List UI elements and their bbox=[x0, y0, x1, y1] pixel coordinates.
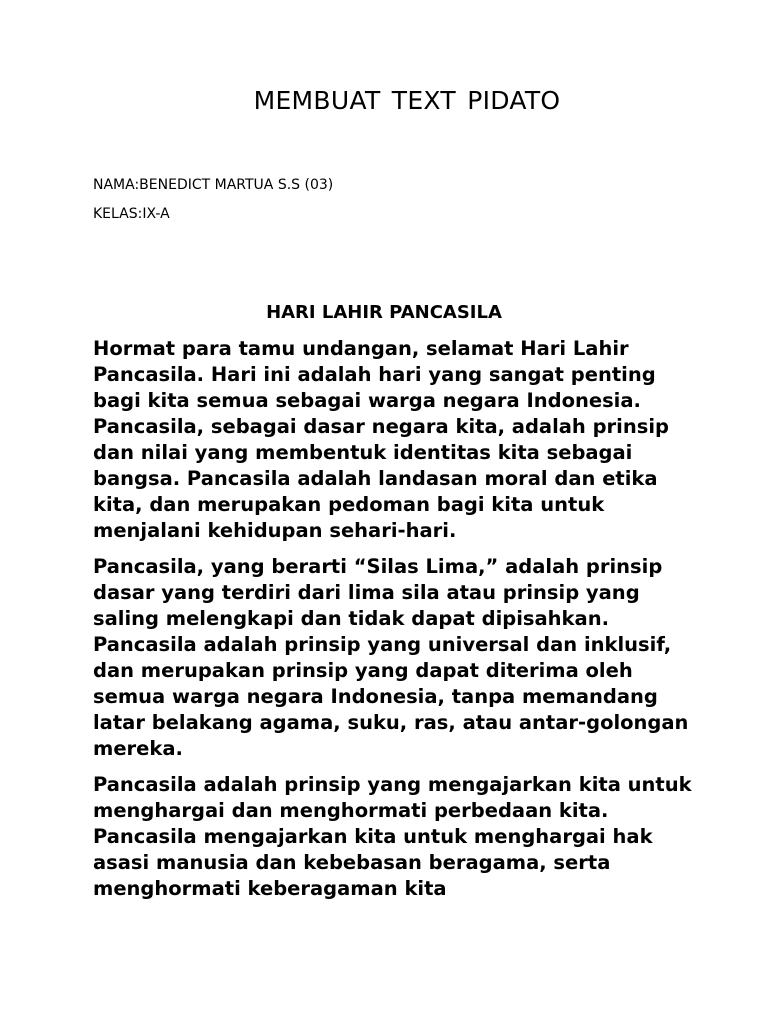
document-title: MEMBUAT TEXT PIDATO bbox=[253, 86, 561, 115]
paragraph-3: Pancasila adalah prinsip yang mengajarkan kita untuk menghargai dan menghormati perbedaan kita. Pancasila mengajarkan kita untuk menghargai hak asasi manusia dan kebebasan beragama, serta menghormati keberagaman kita bbox=[93, 773, 692, 900]
student-name: NAMA:BENEDICT MARTUA S.S (03) bbox=[93, 177, 334, 193]
student-class: KELAS:IX-A bbox=[93, 206, 170, 222]
speech-title: HARI LAHIR PANCASILA bbox=[266, 302, 502, 323]
paragraph-2: Pancasila, yang berarti “Silas Lima,” adalah prinsip dasar yang terdiri dari lima sila atau prinsip yang saling melengkapi dan tidak dapat dipisahkan. Pancasila adalah prinsip yang universal dan inklusif, dan merupakan prinsip yang dapat diterima oleh semua warga negara Indonesia, tanpa memandang latar belakang agama, suku, ras, atau antar-golongan mereka. bbox=[93, 555, 689, 760]
paragraph-1: Hormat para tamu undangan, selamat Hari Lahir Pancasila. Hari ini adalah hari yang sangat penting bagi kita semua sebagai warga negara Indonesia. Pancasila, sebagai dasar negara kita, adalah prinsip dan nilai yang membentuk identitas kita sebagai bangsa. Pancasila adalah landasan moral dan etika kita, dan merupakan pedoman bagi kita untuk menjalani kehidupan sehari-hari. bbox=[93, 337, 669, 542]
speech-body bbox=[93, 336, 693, 912]
